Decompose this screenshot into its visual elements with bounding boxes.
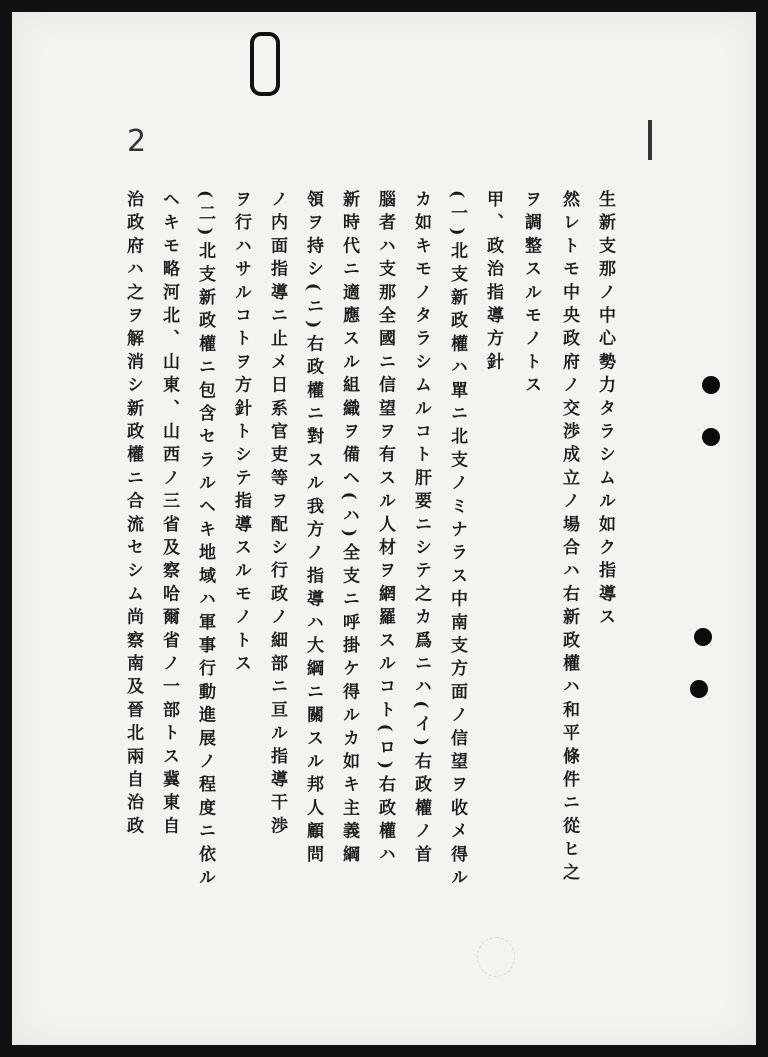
text-column-5: (一)北支新政權ハ單ニ北支ノミナラス中南支方面ノ信望ヲ收メ得ル [447,190,467,892]
text-column-10: ノ内面指導ニ止メ日系官吏等ヲ配シ行政ノ細部ニ亘ル指導干渉 [267,190,287,840]
text-column-6: カ如キモノタラシムルコト肝要ニシテ之カ爲ニハ(イ)右政權ノ首 [411,190,431,869]
text-column-4: 甲、政治指導方針 [483,190,503,376]
punch-hole-3 [694,628,712,646]
text-column-8: 新時代ニ適應スル組織ヲ備ヘ(ハ)全支ニ呼掛ケ得ルカ如キ主義綱 [339,190,359,869]
text-column-13: ヘキモ略河北、山東、山西ノ三省及察哈爾省ノ一部トス冀東自 [159,190,179,840]
page-number: 2 [127,124,147,159]
text-column-11: ヲ行ハサルコトヲ方針トシテ指導スルモノトス [231,190,251,678]
margin-mark [648,120,652,160]
text-column-2: 然レトモ中央政府ノ交渉成立ノ場合ハ右新政權ハ和平條件ニ從ヒ之 [559,190,579,886]
binding-string [250,32,280,96]
text-column-3: ヲ調整スルモノトス [521,190,541,399]
text-column-9: 領ヲ持シ(ニ)右政權ニ對スル我方ノ指導ハ大綱ニ關スル邦人顧問 [303,190,323,869]
punch-hole-2 [702,428,720,446]
text-column-14: 治政府ハ之ヲ解消シ新政權ニ合流セシム尚察南及晉北兩自治政 [123,190,143,840]
text-column-12: (二)北支新政權ニ包含セラルヘキ地域ハ軍事行動進展ノ程度ニ依ル [195,190,215,892]
text-column-1: 生新支那ノ中心勢力タラシムル如ク指導ス [595,190,615,631]
document-page [12,12,756,1045]
punch-hole-1 [702,376,720,394]
punch-hole-4 [690,680,708,698]
faint-stamp [477,937,515,977]
text-column-7: 腦者ハ支那全國ニ信望ヲ有スル人材ヲ網羅スルコト(ロ)右政權ハ [375,190,395,869]
